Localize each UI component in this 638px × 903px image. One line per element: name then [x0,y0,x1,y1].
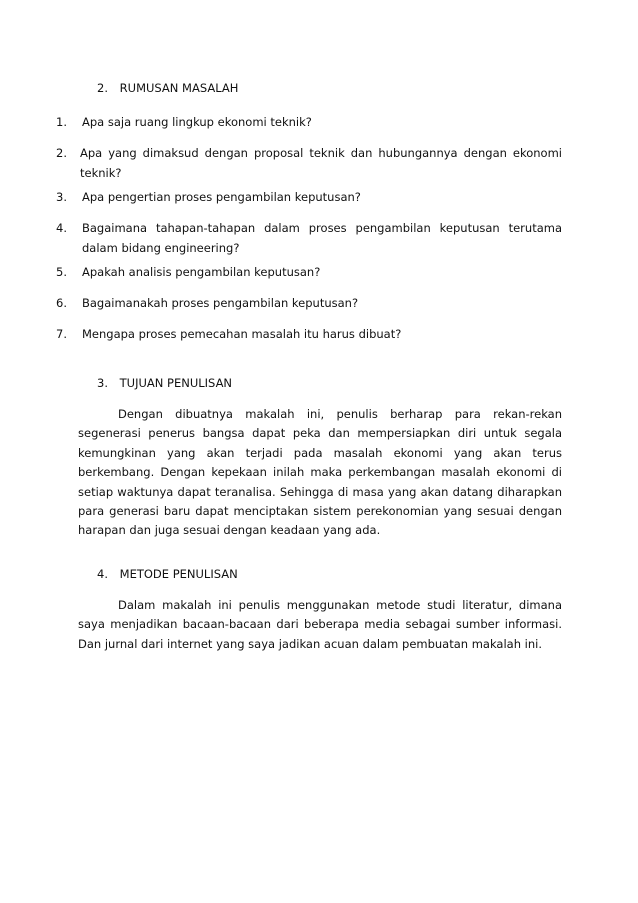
list-item-text: Apa pengertian proses pengambilan keputusan? [82,190,361,204]
list-item [56,218,562,258]
section-title: TUJUAN PENULISAN [119,376,233,390]
list-item [56,143,562,183]
list-item-text: Bagaimana tahapan-tahapan dalam proses pengambilan keputusan terutama dalam bidang engineering? [82,221,562,255]
section-title: METODE PENULISAN [119,567,238,581]
metode-paragraph: Dalam makalah ini penulis menggunakan metode studi literatur, dimana saya menjadikan bacaan-bacaan dari beberapa media sebagai sumber informasi. Dan jurnal dari internet yang saya jadikan acuan dalam pembuatan makalah ini. [78,598,562,651]
list-item-number: 2. [56,146,67,160]
list-item-text: Bagaimanakah proses pengambilan keputusan? [82,296,359,310]
section-number: 4. [97,567,108,581]
list-item-text: Mengapa proses pemecahan masalah itu harus dibuat? [82,327,402,341]
section-heading-rumusan-masalah [97,80,238,96]
list-item-number: 7. [56,327,67,341]
list-item-number: 6. [56,296,67,310]
list-item-text: Apa yang dimaksud dengan proposal teknik dan hubungannya dengan ekonomi teknik? [80,146,562,180]
list-item-number: 1. [56,115,67,129]
list-item-text: Apa saja ruang lingkup ekonomi teknik? [82,115,312,129]
section-number: 3. [97,376,108,390]
section-heading-tujuan-penulisan [97,375,232,391]
list-item-number: 3. [56,190,67,204]
list-item [56,112,562,132]
list-item-number: 4. [56,221,67,235]
tujuan-paragraph: Dengan dibuatnya makalah ini, penulis berharap para rekan-rekan segenerasi penerus bangsa dapat peka dan mempersiapkan diri untuk segala kemungkinan yang akan terjadi pada masalah ekonomi yang akan terus berkembang. Dengan kepekaan inilah maka perkembangan masalah ekonomi di setiap waktunya dapat teranalisa. Sehingga di masa yang akan datang diharapkan para generasi baru dapat menciptakan sistem perekonomian yang sesuai dengan harapan dan juga sesuai dengan keadaan yang ada. [78,407,562,538]
section-title: RUMUSAN MASALAH [119,81,239,95]
list-item [56,324,562,344]
list-item-number: 5. [56,265,67,279]
list-item [56,262,562,282]
list-item [56,293,562,313]
section-heading-metode-penulisan [97,566,238,582]
list-item-text: Apakah analisis pengambilan keputusan? [82,265,321,279]
list-item [56,187,562,207]
section-number: 2. [97,81,108,95]
